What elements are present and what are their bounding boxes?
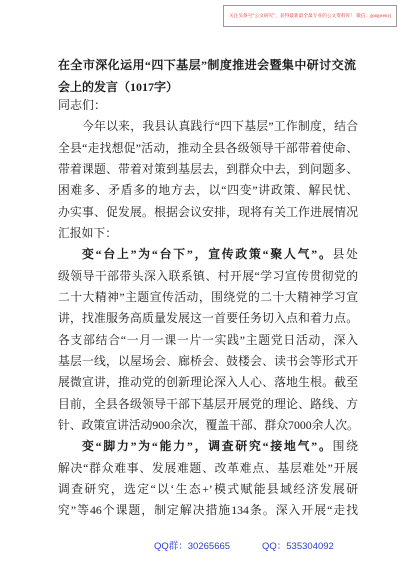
salutation: 同志们： — [58, 98, 107, 112]
paragraph-line: 基层一线，以屋场会、廊桥会、鼓楼会、读书会等形式开 — [58, 353, 358, 368]
paragraph-line: 各支部结合“一月一课一片一实践”主题党日活动，深入 — [58, 332, 358, 347]
paragraph-line: 带着课题、带着对策到基层去，到群众中去，到问题多、 — [58, 161, 358, 176]
paragraph-line: 调查研究，选定“以‘生态+’模式赋能县域经济发展研 — [58, 481, 358, 496]
section-heading: 变“台上”为“台下”，宣传政策“聚人气”。 — [82, 247, 333, 262]
footer — [0, 538, 408, 556]
paragraph-text: 县处 — [332, 247, 358, 262]
document-body — [58, 0, 358, 530]
paragraph-line: 全县“走找想促”活动，推动全县各级领导干部带着使命、 — [58, 140, 358, 155]
body-text — [58, 116, 358, 521]
footer-qq: QQ：535304092 — [262, 541, 334, 552]
promo-banner-text: 关注头条号“公文研究”，获得最新最全最专业的公文资料库！ 微信：gongwenyj — [228, 13, 392, 19]
paragraph-text: 围绕 — [332, 439, 358, 454]
paragraph-line: 目前，全县各级领导干部下基层开展党的理论、路线、方 — [58, 396, 358, 411]
paragraph-line: 针、政策宣讲活动900余次，覆盖干部、群众7000余人次。 — [58, 417, 359, 432]
paragraph-line: 讲，找准服务高质量发展这一首要任务切入点和着力点。 — [58, 311, 358, 326]
paragraph-line: 二十大精神”主题宣传活动，围绕党的二十大精神学习宣 — [58, 289, 358, 304]
paragraph-line — [58, 436, 358, 457]
paragraph-line: 汇报如下： — [58, 225, 117, 240]
title-line: 在全市深化运用“四下基层”制度推进会暨集中研讨交流 — [58, 58, 356, 72]
paragraph-line: 办实事、促发展。根据会议安排，现将有关工作进展情况 — [58, 204, 358, 219]
paragraph-line: 级领导干部带头深入联系镇、村开展“学习宣传贯彻党的 — [58, 268, 358, 283]
paragraph-line: 究”等46个课题，制定解决措施134条。深入开展“走找 — [58, 503, 358, 518]
paragraph-line: 展微宣讲，推动党的创新理论深入人心、落地生根。截至 — [58, 375, 358, 390]
paragraph-line — [58, 244, 358, 265]
footer-qq-group: QQ群：30265665 — [154, 541, 231, 552]
title-line: 会上的发言（1017字） — [58, 79, 179, 94]
paragraph-line: 困难多、矛盾多的地方去，以“四变”讲政策、解民忧、 — [58, 183, 358, 198]
section-heading: 变“脚力”为“能力”，调查研究“接地气”。 — [82, 439, 333, 454]
document-title — [58, 55, 358, 98]
paragraph-line: 今年以来，我县认真践行“四下基层”工作制度，结合 — [82, 119, 358, 134]
paragraph-line: 解决“群众难事、发展难题、改革难点、基层难处”开展 — [58, 460, 358, 475]
